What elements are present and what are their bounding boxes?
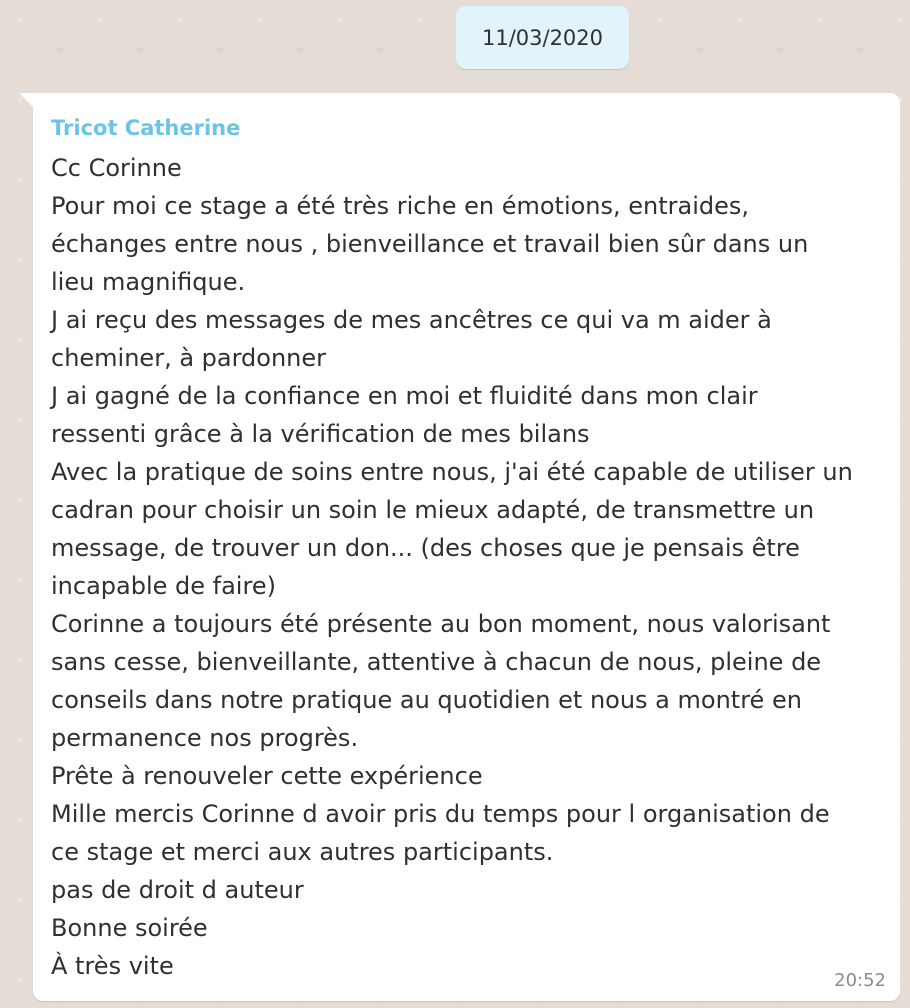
- message-line: incapable de faire): [51, 572, 276, 600]
- message-line: Avec la pratique de soins entre nous, j'ai été capable de utiliser un: [51, 458, 853, 486]
- message-line: Pour moi ce stage a été très riche en émotions, entraides,: [51, 192, 750, 220]
- date-separator: [456, 6, 629, 69]
- date-label: 11/03/2020: [481, 25, 604, 50]
- message-bubble[interactable]: [33, 93, 900, 1001]
- sender-name[interactable]: Tricot Catherine: [51, 116, 241, 140]
- message-line: J ai gagné de la confiance en moi et fluidité dans mon clair: [51, 382, 758, 410]
- message-line: sans cesse, bienveillante, attentive à chacun de nous, pleine de: [51, 648, 822, 676]
- message-line: message, de trouver un don... (des choses que je pensais être: [51, 534, 800, 562]
- message-line: J ai reçu des messages de mes ancêtres ce qui va m aider à: [51, 306, 772, 334]
- message-line: cadran pour choisir un soin le mieux adapté, de transmettre un: [51, 496, 815, 524]
- message-text: [51, 149, 882, 985]
- bubble-tail: [19, 93, 33, 107]
- message-time: 20:52: [834, 970, 886, 991]
- message-line: Corinne a toujours été présente au bon moment, nous valorisant: [51, 610, 831, 638]
- message-line: ce stage et merci aux autres participants.: [51, 838, 554, 866]
- message-line: ressenti grâce à la vérification de mes bilans: [51, 420, 590, 448]
- message-line: Prête à renouveler cette expérience: [51, 762, 483, 790]
- message-line: lieu magnifique.: [51, 268, 246, 296]
- message-line: conseils dans notre pratique au quotidien et nous a montré en: [51, 686, 802, 714]
- message-line: échanges entre nous , bienveillance et travail bien sûr dans un: [51, 230, 809, 258]
- message-line: pas de droit d auteur: [51, 876, 304, 904]
- message-line: Mille mercis Corinne d avoir pris du temps pour l organisation de: [51, 800, 830, 828]
- message-line: Cc Corinne: [51, 154, 182, 182]
- message-line: permanence nos progrès.: [51, 724, 359, 752]
- message-line: À très vite: [51, 952, 174, 980]
- message-line: cheminer, à pardonner: [51, 344, 327, 372]
- message-line: Bonne soirée: [51, 914, 208, 942]
